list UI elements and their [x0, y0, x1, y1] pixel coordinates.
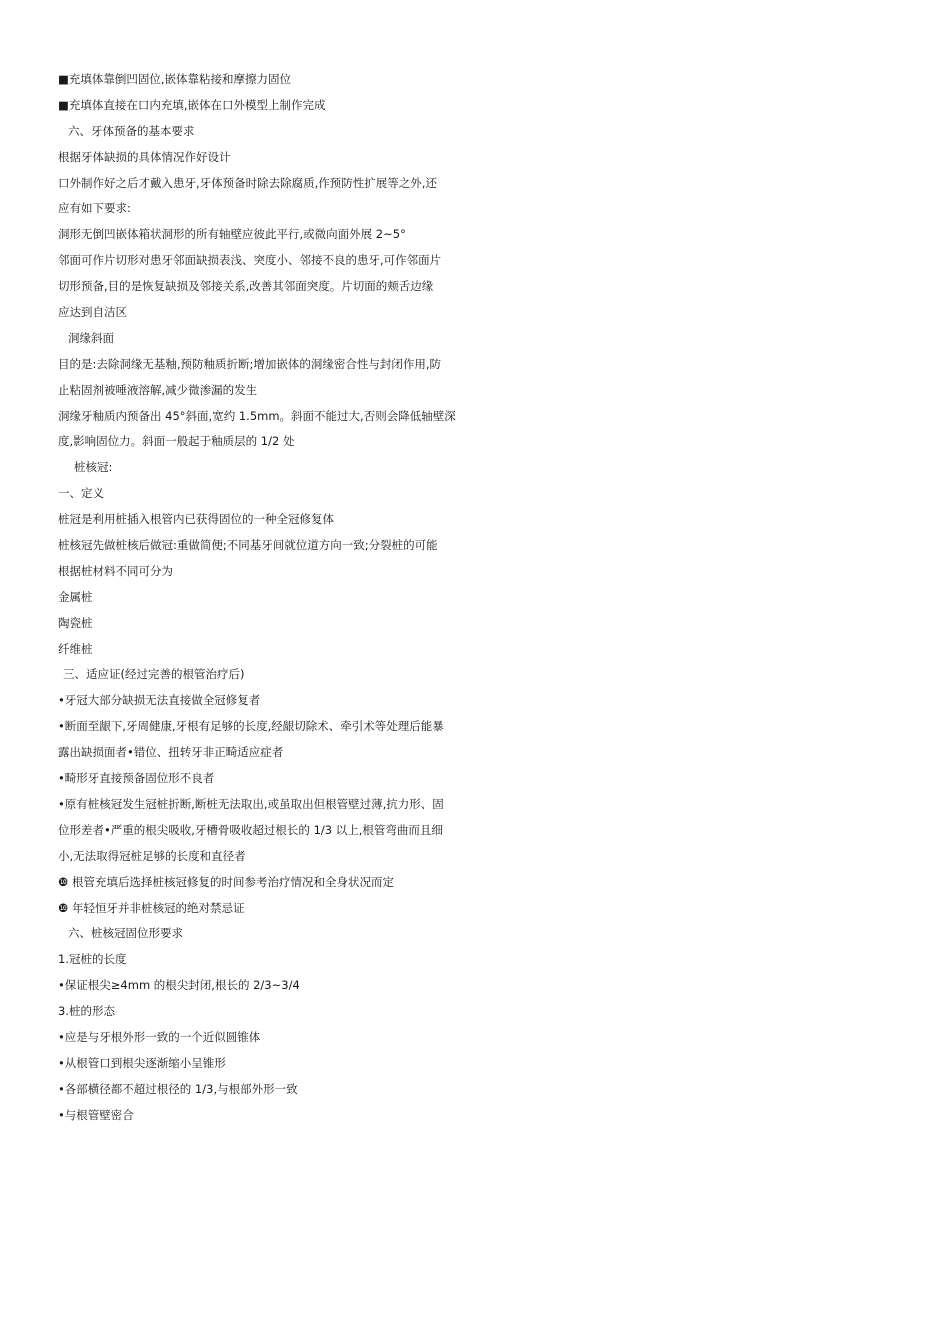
list-item: •原有桩核冠发生冠桩折断,断桩无法取出,或虽取出但根管壁过薄,抗力形、固 — [58, 796, 444, 811]
list-item: •从根管口到根尖逐渐缩小呈锥形 — [58, 1055, 226, 1070]
subsection-heading: 3.桩的形态 — [58, 1004, 115, 1019]
subsection-heading: 1.冠桩的长度 — [58, 952, 127, 967]
list-item: 金属桩 — [58, 589, 93, 604]
text-line: ■充填体直接在口内充填,嵌体在口外模型上制作完成 — [58, 97, 326, 112]
text-line: 洞形无倒凹嵌体箱状洞形的所有轴壁应彼此平行,或微向面外展 2~5° — [58, 227, 406, 242]
text-line: 露出缺损面者•错位、扭转牙非正畸适应症者 — [58, 745, 284, 760]
section-heading: 桩核冠: — [74, 460, 113, 475]
text-line: 应达到自洁区 — [58, 305, 127, 320]
list-item: •应是与牙根外形一致的一个近似圆锥体 — [58, 1029, 261, 1044]
section-heading: 六、桩核冠固位形要求 — [68, 926, 183, 941]
list-item: •牙冠大部分缺损无法直接做全冠修复者 — [58, 693, 261, 708]
text-line: 止粘固剂被唾液溶解,减少微渗漏的发生 — [58, 382, 258, 397]
list-item: 纤维桩 — [58, 641, 93, 656]
document-body — [58, 67, 468, 1129]
text-line: 桩核冠先做桩核后做冠:重做简便;不同基牙间就位道方向一致;分裂桩的可能 — [58, 538, 438, 553]
list-item: ❿ 年轻恒牙并非桩核冠的绝对禁忌证 — [58, 900, 245, 915]
text-line: ■充填体靠倒凹固位,嵌体靠粘接和摩擦力固位 — [58, 72, 292, 86]
list-item: •保证根尖≥4mm 的根尖封闭,根长的 2/3~3/4 — [58, 978, 300, 993]
subsection-heading: 洞缘斜面 — [68, 330, 114, 345]
list-item: 陶瓷桩 — [58, 615, 93, 630]
section-heading: 一、定义 — [58, 486, 104, 501]
text-line: 小,无法取得冠桩足够的长度和直径者 — [58, 848, 246, 863]
list-item: •与根管壁密合 — [58, 1107, 134, 1122]
list-item: •畸形牙直接预备固位形不良者 — [58, 771, 215, 786]
text-line: 邻面可作片切形对患牙邻面缺损表浅、突度小、邻接不良的患牙,可作邻面片 — [58, 253, 442, 268]
text-line: 度,影响固位力。斜面一般起于釉质层的 1/2 处 — [58, 434, 295, 449]
section-heading: 三、适应证(经过完善的根管治疗后) — [63, 667, 245, 682]
list-item: •断面至龈下,牙周健康,牙根有足够的长度,经龈切除术、牵引术等处理后能暴 — [58, 719, 444, 734]
text-line: 位形差者•严重的根尖吸收,牙槽骨吸收超过根长的 1/3 以上,根管弯曲而且细 — [58, 822, 443, 837]
text-line: 根据桩材料不同可分为 — [58, 563, 173, 578]
text-line: 根据牙体缺损的具体情况作好设计 — [58, 149, 231, 164]
text-line: 洞缘牙釉质内预备出 45°斜面,宽约 1.5mm。斜面不能过大,否则会降低轴壁深 — [58, 408, 456, 423]
section-heading: 六、牙体预备的基本要求 — [68, 123, 195, 138]
text-line: 切形预备,目的是恢复缺损及邻接关系,改善其邻面突度。片切面的颊舌边缘 — [58, 279, 434, 294]
text-line: 口外制作好之后才戴入患牙,牙体预备时除去除腐质,作预防性扩展等之外,还 — [58, 175, 437, 190]
text-line: 应有如下要求: — [58, 201, 131, 216]
text-line: 目的是:去除洞缘无基釉,预防釉质折断;增加嵌体的洞缘密合性与封闭作用,防 — [58, 356, 442, 371]
list-item: ❿ 根管充填后选择桩核冠修复的时间参考治疗情况和全身状况而定 — [58, 874, 394, 889]
text-line: 桩冠是利用桩插入根管内已获得固位的一种全冠修复体 — [58, 512, 334, 527]
list-item: •各部横径都不超过根径的 1/3,与根部外形一致 — [58, 1081, 298, 1096]
